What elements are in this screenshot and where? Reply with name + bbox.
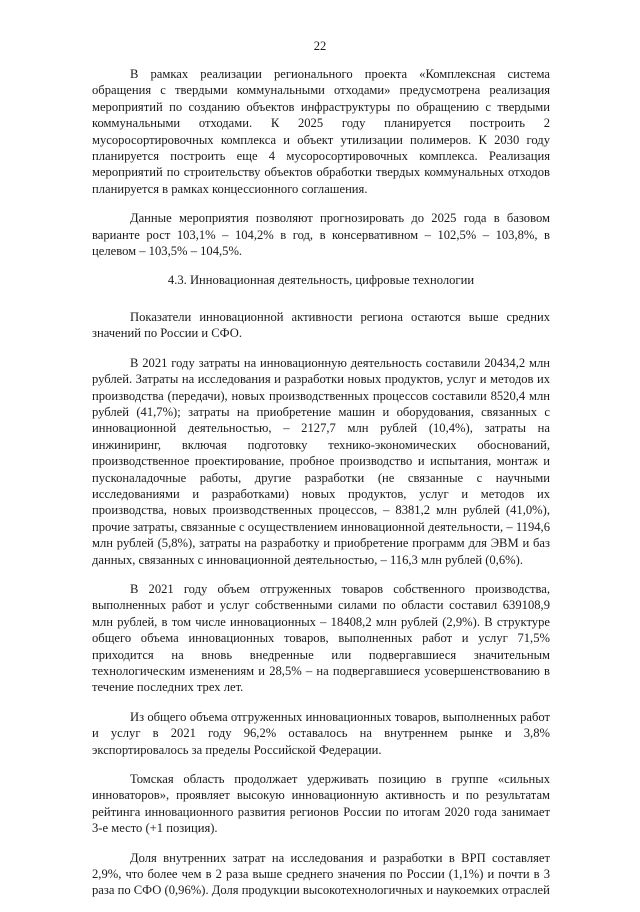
paragraph-growth-forecast: Данные мероприятия позволяют прогнозировать до 2025 года в базовом варианте рост 103,1% – 104,2% в год, в консервативном – 102,5% – 103,8%, в целевом – 103,5% – 104,5%.	[92, 211, 550, 259]
paragraph-export-share: Из общего объема отгруженных инновационных товаров, выполненных работ и услуг в 2021 году 96,2% оставалось на внутреннем рынке и 3,8% экспортировалось за пределы Российской Федерации.	[92, 709, 550, 757]
paragraph-innovation-indicators: Показатели инновационной активности региона остаются выше средних значений по России и СФО.	[92, 309, 550, 341]
page-number: 22	[313, 39, 327, 53]
paragraph-shipped-goods: В 2021 году объем отгруженных товаров собственного производства, выполненных работ и услуг собственными силами по области составил 639108,9 млн рублей, в том числе инновационных – 18408,2 млн рублей (2,9%). В структуре общего объема инновационных товаров, выполненных работ и услуг 71,5% приходится на вновь внедренные или подвергавшиеся значительным технологическим изменениям и 28,5% – на подвергавшиеся усовершенствованию в течение последних трех лет.	[92, 581, 550, 695]
section-heading: 4.3. Инновационная деятельность, цифровые технологии	[167, 273, 475, 288]
paragraph-innovation-costs: В 2021 году затраты на инновационную деятельность составили 20434,2 млн рублей. Затраты на исследования и разработки новых продуктов, услуг и методов их производства (передачи), новых производственных процессов составили 8520,4 млн рублей (41,7%); затраты на приобретение машин и оборудования, связанных с инновационной деятельностью, – 2127,7 млн рублей (10,4%), затраты на инжиниринг, включая подготовку технико-экономических обоснований, производственное проектирование, пробное производство и испытания, монтаж и пусконаладочные работы, другие разработки (не связанные с научными исследованиями и разработками) новых продуктов, услуг и методов их производства, новых производственных процессов, – 8381,2 млн рублей (41,0%), прочие затраты, связанные с осуществлением инновационной деятельности, – 1194,6 млн рублей (5,8%), затраты на разработку и приобретение программ для ЭВМ и баз данных, связанных с инновационной деятельностью, – 116,3 млн рублей (0,6%).	[92, 355, 550, 567]
document-body	[92, 66, 550, 912]
paragraph-rnd-share: Доля внутренних затрат на исследования и разработки в ВРП составляет 2,9%, что более чем в 2 раза выше среднего значения по России (1,1%) и почти в 3 раза по СФО (0,96%). Доля продукции высокотехнологичных и наукоемких отраслей	[92, 850, 550, 898]
paragraph-waste-project: В рамках реализации регионального проекта «Комплексная система обращения с твердыми коммунальными отходами» предусмотрена реализация мероприятий по созданию объектов инфраструктуры по обращению с твердыми коммунальными отходами. К 2025 году планируется построить 2 мусоросортировочных комплекса и объект утилизации полимеров. К 2030 году планируется построить еще 4 мусоросортировочных комплекса. Реализация мероприятий по строительству объектов обработки твердых коммунальных отходов планируется в рамках концессионного соглашения.	[92, 67, 550, 196]
paragraph-innovation-rating: Томская область продолжает удерживать позицию в группе «сильных инноваторов», проявляет высокую инновационную активность и по результатам рейтинга инновационного развития регионов России по итогам 2020 года занимает 3-е место (+1 позиция).	[92, 772, 550, 836]
